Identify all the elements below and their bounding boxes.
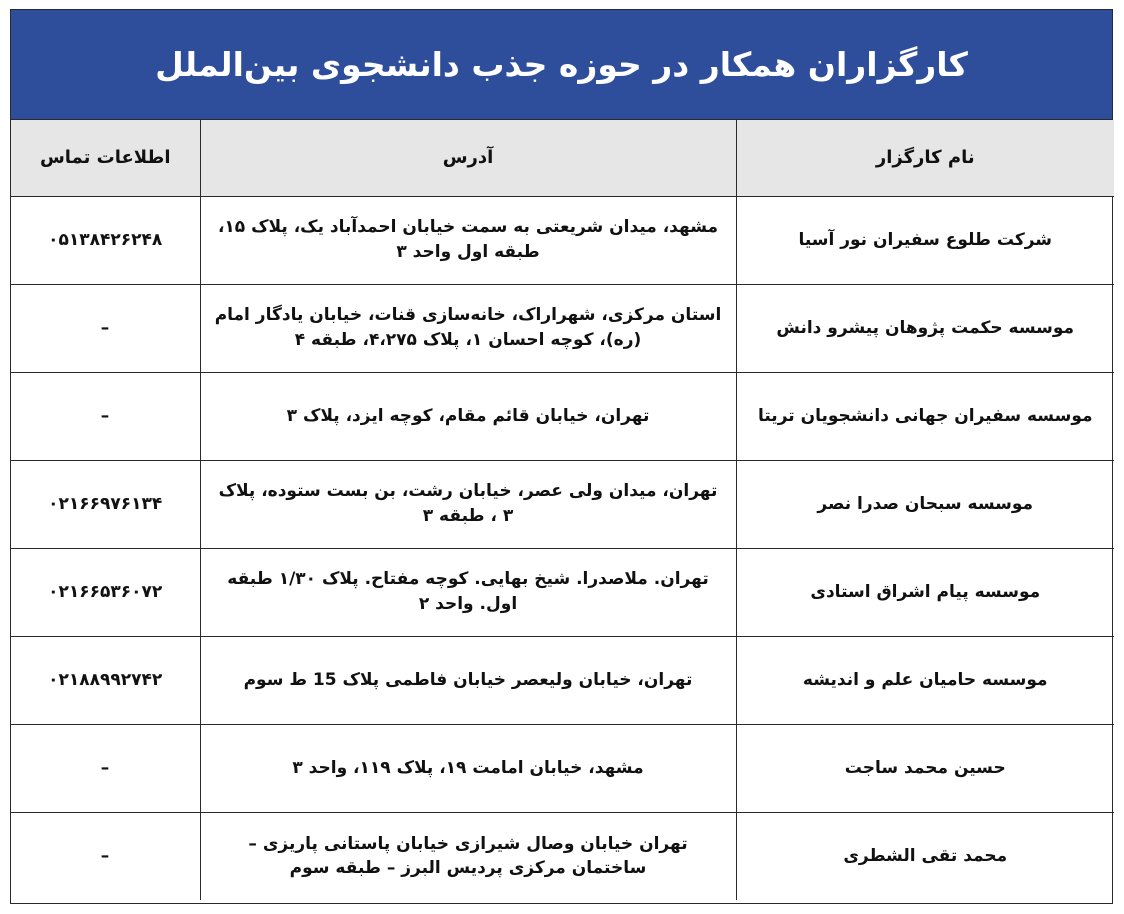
header-name: نام کارگزار bbox=[736, 120, 1114, 196]
agent-contact-cell: – bbox=[11, 284, 200, 372]
table-row bbox=[11, 460, 1114, 548]
agent-name-cell: موسسه حامیان علم و اندیشه bbox=[736, 636, 1114, 724]
agent-name-cell: حسین محمد ساجت bbox=[736, 724, 1114, 812]
agent-address-cell: تهران، خیابان ولیعصر خیابان فاطمی پلاک 15 ط سوم bbox=[200, 636, 736, 724]
agent-address-cell: مشهد، میدان شریعتی به سمت خیابان احمدآباد یک، پلاک ۱۵، طبقه اول واحد ۳ bbox=[200, 196, 736, 284]
title-banner bbox=[11, 10, 1112, 120]
header-contact: اطلاعات تماس bbox=[11, 120, 200, 196]
agent-address-cell: تهران خیابان وصال شیرازی خیابان پاستانی پاریزی – ساختمان مرکزی پردیس البرز – طبقه سوم bbox=[200, 812, 736, 900]
table-header-row bbox=[11, 120, 1114, 196]
document-frame bbox=[10, 9, 1113, 904]
agent-contact-cell: – bbox=[11, 812, 200, 900]
agent-contact-cell: ۰۵۱۳۸۴۲۶۲۴۸ bbox=[11, 196, 200, 284]
agent-address-cell: استان مرکزی، شهراراک، خانه‌سازی قنات، خیابان یادگار امام (ره)، کوچه احسان ۱، پلاک ۴،۲۷۵، طبقه ۴ bbox=[200, 284, 736, 372]
table-row bbox=[11, 372, 1114, 460]
agent-name-cell: موسسه پیام اشراق استادی bbox=[736, 548, 1114, 636]
agent-name-cell: موسسه حکمت پژوهان پیشرو دانش bbox=[736, 284, 1114, 372]
table-row bbox=[11, 196, 1114, 284]
agent-name-cell: محمد تقی الشطری bbox=[736, 812, 1114, 900]
agent-contact-cell: ۰۲۱۶۶۵۳۶۰۷۲ bbox=[11, 548, 200, 636]
table-row bbox=[11, 284, 1114, 372]
agents-table bbox=[11, 120, 1114, 900]
agent-address-cell: مشهد، خیابان امامت ۱۹، پلاک ۱۱۹، واحد ۳ bbox=[200, 724, 736, 812]
table-row bbox=[11, 636, 1114, 724]
header-address: آدرس bbox=[200, 120, 736, 196]
agent-contact-cell: ۰۲۱۸۸۹۹۲۷۴۲ bbox=[11, 636, 200, 724]
table-row bbox=[11, 548, 1114, 636]
agent-contact-cell: – bbox=[11, 372, 200, 460]
table-row bbox=[11, 812, 1114, 900]
agent-address-cell: تهران، خیابان قائم مقام، کوچه ایزد، پلاک ۳ bbox=[200, 372, 736, 460]
agent-address-cell: تهران. ملاصدرا. شیخ بهایی. کوچه مفتاح. پلاک ۱/۳۰ طبقه اول. واحد ۲ bbox=[200, 548, 736, 636]
agent-address-cell: تهران، میدان ولی عصر، خیابان رشت، بن بست ستوده، پلاک ۳ ، طبقه ۳ bbox=[200, 460, 736, 548]
agent-contact-cell: ۰۲۱۶۶۹۷۶۱۳۴ bbox=[11, 460, 200, 548]
table-row bbox=[11, 724, 1114, 812]
agent-name-cell: شرکت طلوع سفیران نور آسیا bbox=[736, 196, 1114, 284]
agent-name-cell: موسسه سفیران جهانی دانشجویان تریتا bbox=[736, 372, 1114, 460]
agent-name-cell: موسسه سبحان صدرا نصر bbox=[736, 460, 1114, 548]
agent-contact-cell: – bbox=[11, 724, 200, 812]
page-title: کارگزاران همکار در حوزه جذب دانشجوی بین‌الملل bbox=[155, 45, 968, 84]
